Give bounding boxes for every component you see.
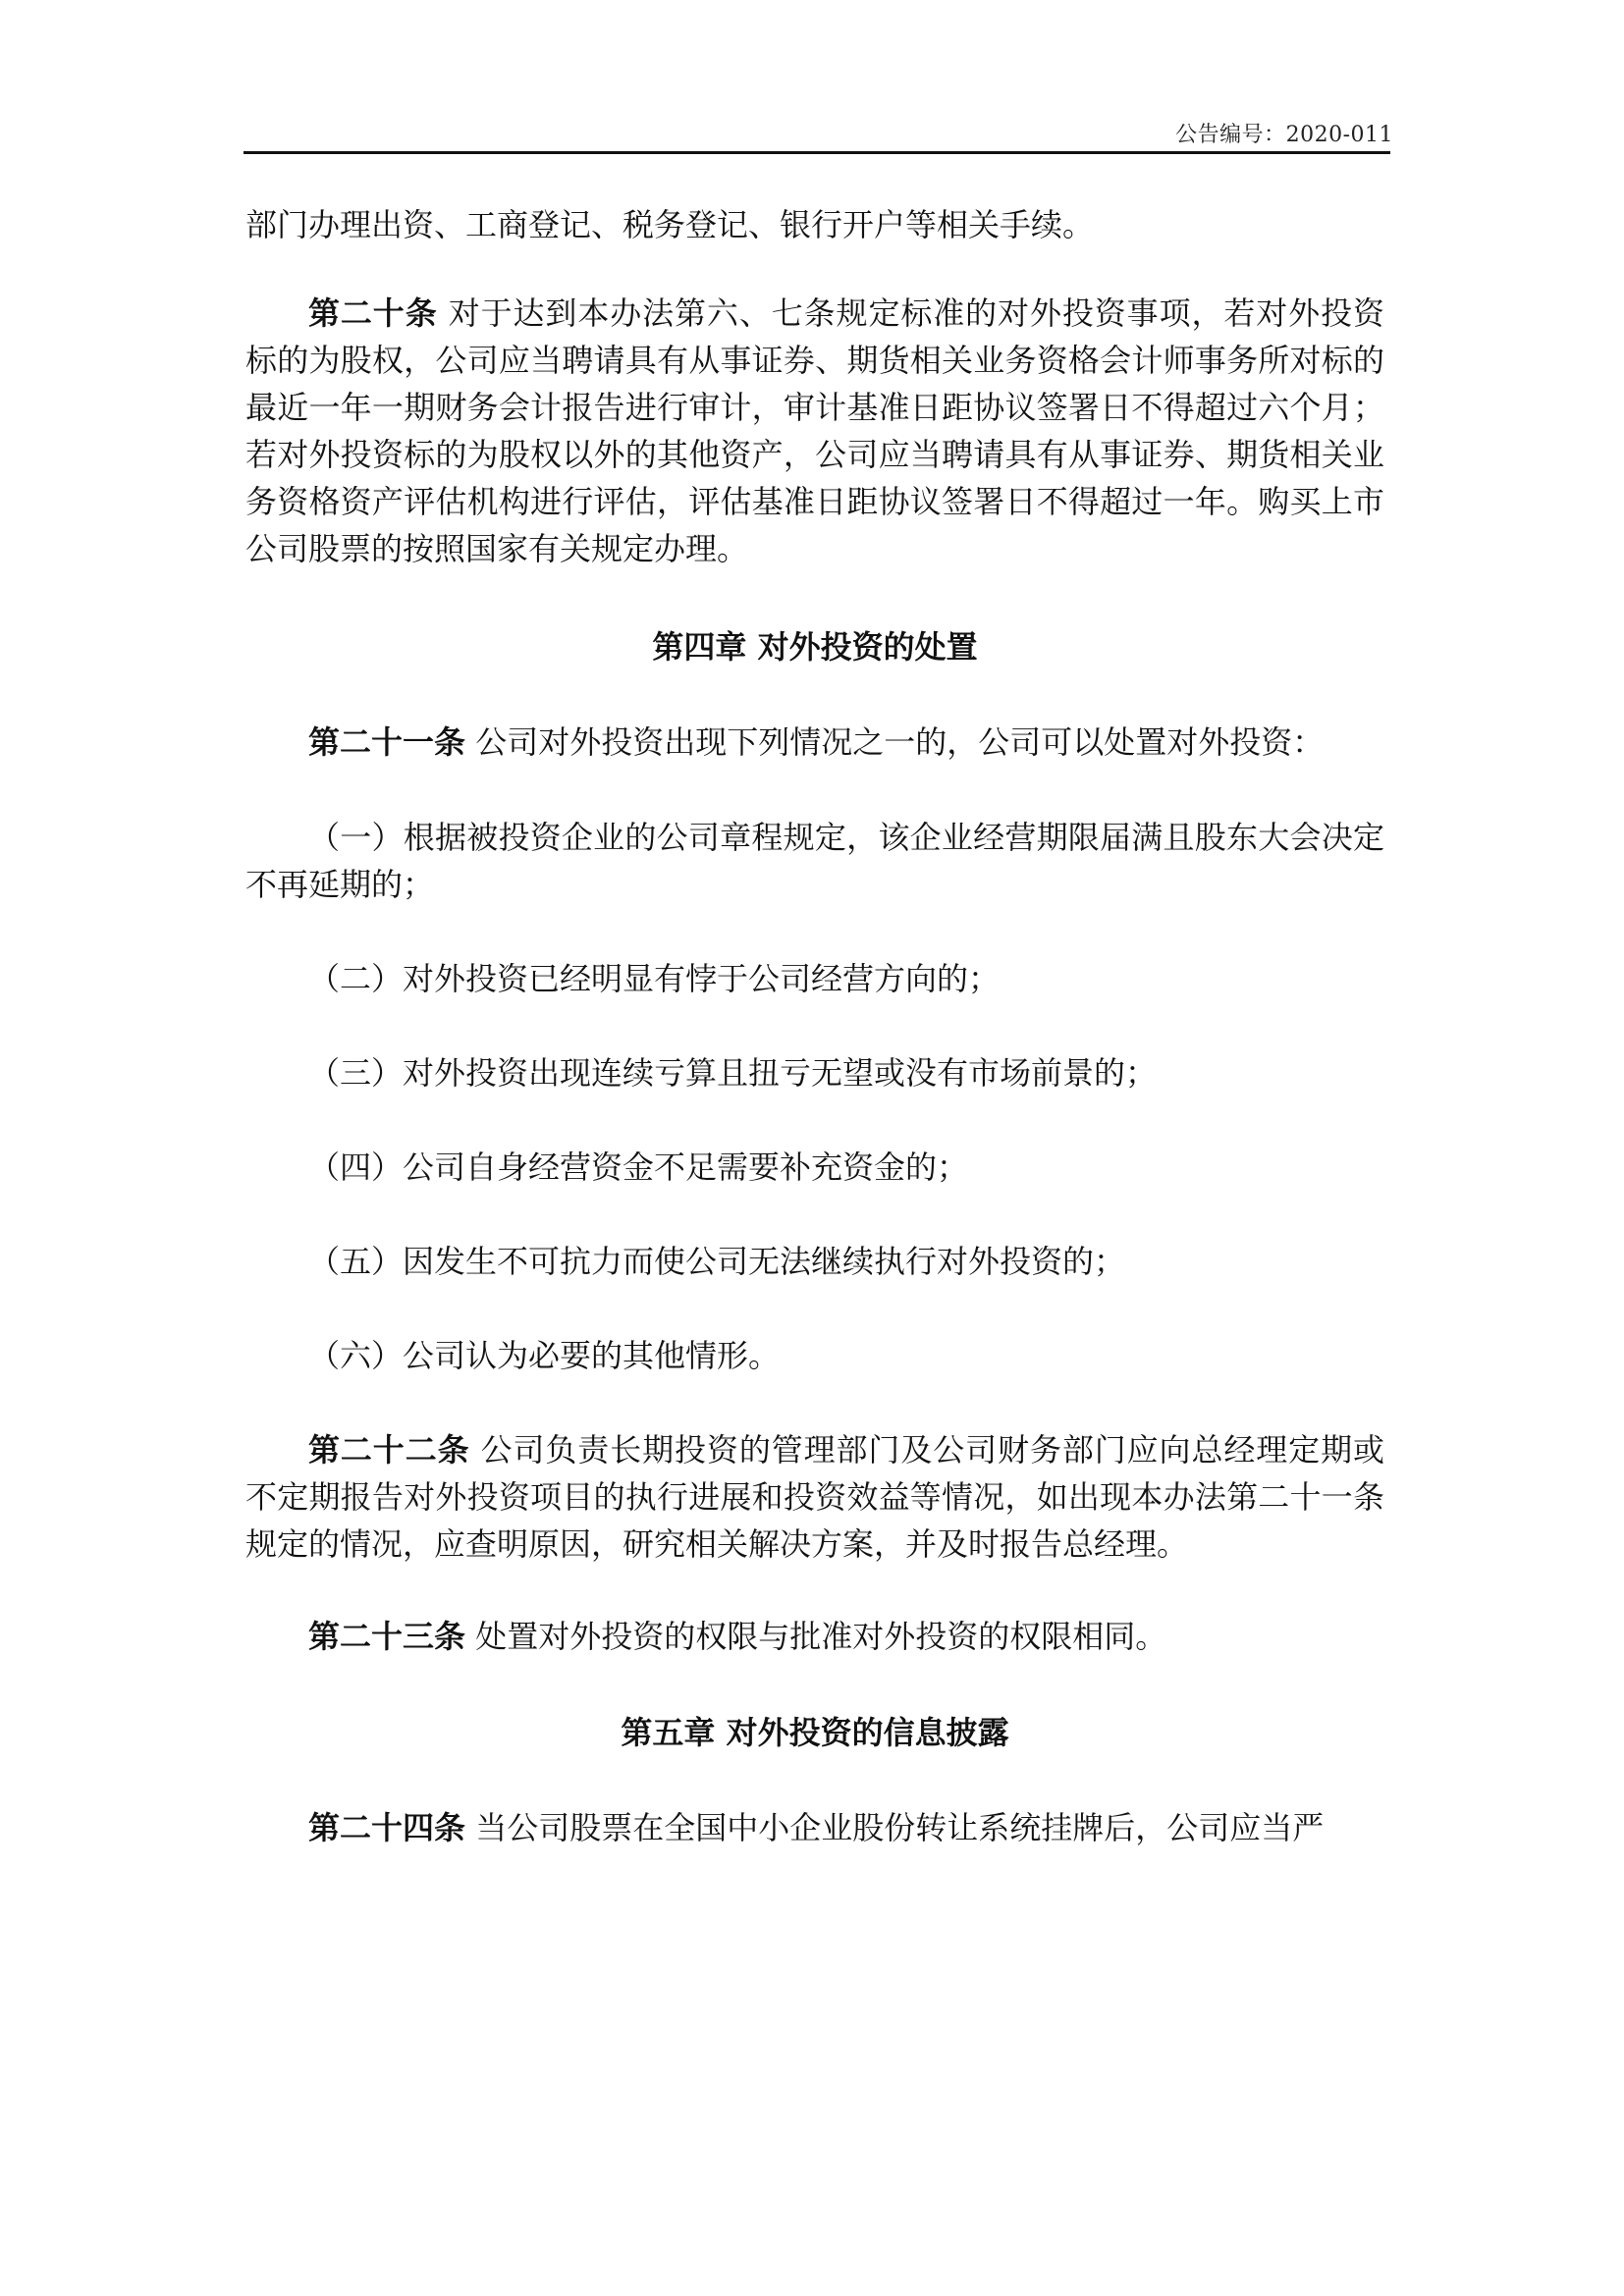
chapter-5-heading: 第五章 对外投资的信息披露 — [621, 1714, 1009, 1751]
list-item: （三）对外投资出现连续亏算且扭亏无望或没有市场前景的； — [308, 1054, 1158, 1092]
paragraph-continuation: 部门办理出资、工商登记、税务登记、银行开户等相关手续。 — [245, 206, 1095, 243]
article-24 — [245, 1804, 1384, 1851]
article-20 — [245, 290, 1384, 572]
article-20-text: 对于达到本办法第六、七条规定标准的对外投资事项，若对外投资标的为股权，公司应当聘请具有从事证券、期货相关业务资格会计师事务所对标的最近一年一期财务会计报告进行审计，审计基准日距协议签署日不得超过六个月；若对外投资标的为股权以外的其他资产，公司应当聘请具有从事证券、期货相关业务资格资产评估机构进行评估，评估基准日距协议签署日不得超过一年。购买上市公司股票的按照国家有关规定办理。 — [245, 294, 1384, 567]
article-21 — [245, 719, 1384, 766]
article-22-text: 公司负责长期投资的管理部门及公司财务部门应向总经理定期或不定期报告对外投资项目的执行进展和投资效益等情况，如出现本办法第二十一条规定的情况，应查明原因，研究相关解决方案，并及时报告总经理。 — [245, 1431, 1384, 1563]
article-24-text: 当公司股票在全国中小企业股份转让系统挂牌后，公司应当严 — [475, 1809, 1325, 1846]
article-21-text: 公司对外投资出现下列情况之一的，公司可以处置对外投资： — [475, 723, 1325, 761]
article-22 — [245, 1426, 1384, 1568]
list-item: （一）根据被投资企业的公司章程规定，该企业经营期限届满且股东大会决定不再延期的； — [245, 819, 1384, 903]
article-23-text: 处置对外投资的权限与批准对外投资的权限相同。 — [475, 1618, 1167, 1655]
list-item: （四）公司自身经营资金不足需要补充资金的； — [308, 1148, 969, 1186]
list-item: （二）对外投资已经明显有悖于公司经营方向的； — [308, 960, 1001, 997]
article-22-label: 第二十二条 — [308, 1431, 470, 1468]
chapter-4-heading: 第四章 对外投资的处置 — [652, 628, 978, 666]
article-21-label: 第二十一条 — [308, 723, 466, 761]
document-body — [245, 201, 1384, 1851]
article-23 — [245, 1613, 1384, 1660]
list-item: （五）因发生不可抗力而使公司无法继续执行对外投资的； — [308, 1243, 1126, 1280]
article-23-label: 第二十三条 — [308, 1618, 466, 1655]
announcement-number: 公告编号：2020-011 — [1175, 123, 1393, 147]
list-item: （六）公司认为必要的其他情形。 — [308, 1337, 781, 1374]
header-divider — [244, 151, 1390, 154]
article-20-label: 第二十条 — [308, 294, 438, 332]
article-24-label: 第二十四条 — [308, 1809, 466, 1846]
